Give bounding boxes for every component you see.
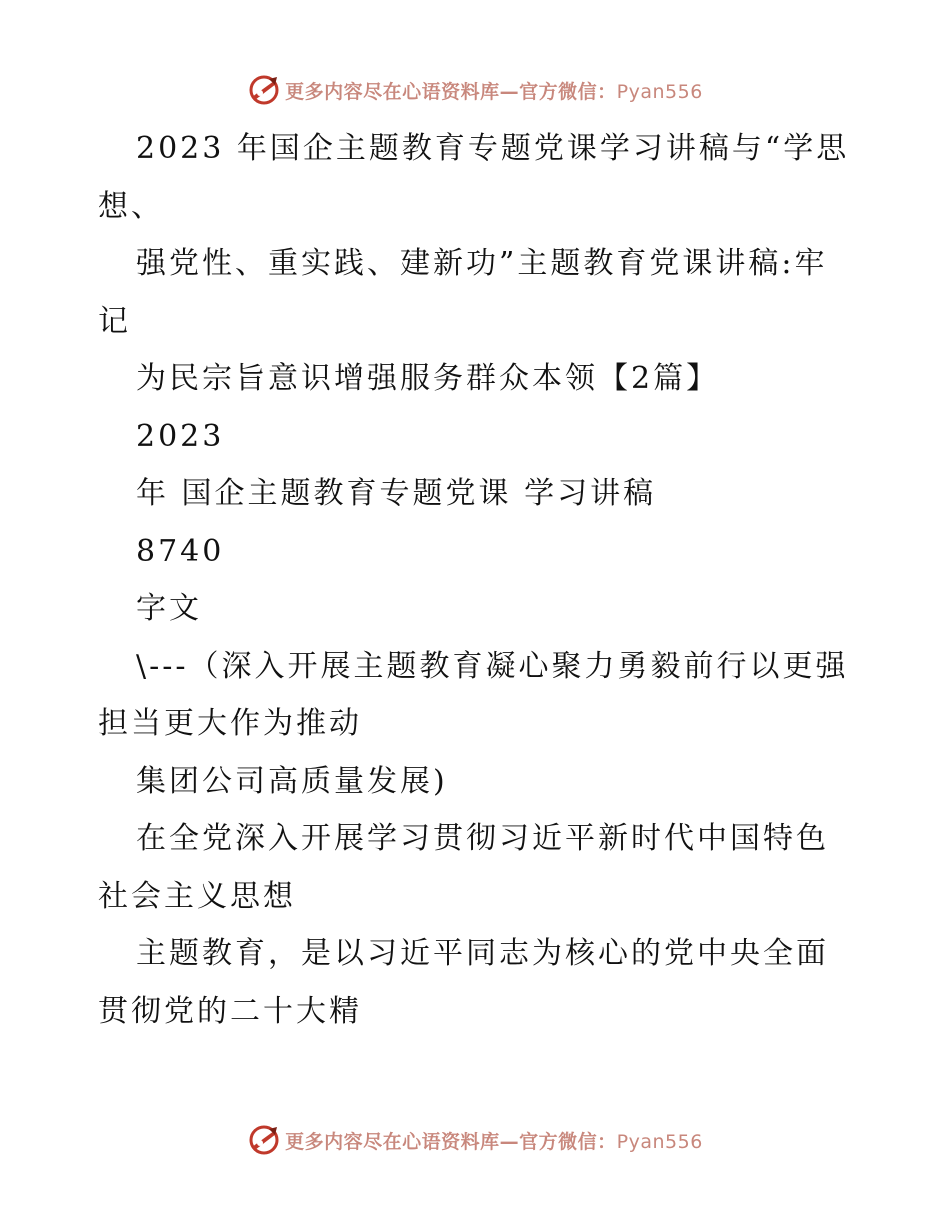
paragraph: 年 国企主题教育专题党课 学习讲稿	[136, 476, 657, 511]
paragraph: 集团公司高质量发展)	[136, 763, 448, 799]
pen-logo-icon	[247, 73, 281, 107]
pen-logo-icon	[247, 1123, 281, 1157]
watermark-footer	[0, 1120, 950, 1160]
watermark-text: 更多内容尽在心语资料库—官方微信：Pyan556	[285, 1130, 703, 1153]
watermark-text: 更多内容尽在心语资料库—官方微信：Pyan556	[285, 80, 703, 103]
paragraph: 2023 年国企主题教育专题党课学习讲稿与“学思想、	[98, 131, 850, 224]
paragraph: 8740	[136, 533, 225, 569]
paragraph: 字文	[136, 591, 202, 626]
watermark-header	[0, 70, 950, 110]
document-body	[98, 120, 858, 1040]
paragraph: 为民宗旨意识增强服务群众本领【2篇】	[136, 361, 720, 396]
paragraph: 2023	[136, 418, 225, 454]
paragraph: 在全党深入开展学习贯彻习近平新时代中国特色社会主义思想	[98, 821, 829, 914]
paragraph: 强党性、重实践、建新功”主题教育党课讲稿:牢记	[98, 246, 828, 339]
paragraph: 主题教育，是以习近平同志为核心的党中央全面贯彻党的二十大精	[98, 936, 829, 1029]
paragraph: \---（深入开展主题教育凝心聚力勇毅前行以更强担当更大作为推动	[98, 648, 849, 741]
